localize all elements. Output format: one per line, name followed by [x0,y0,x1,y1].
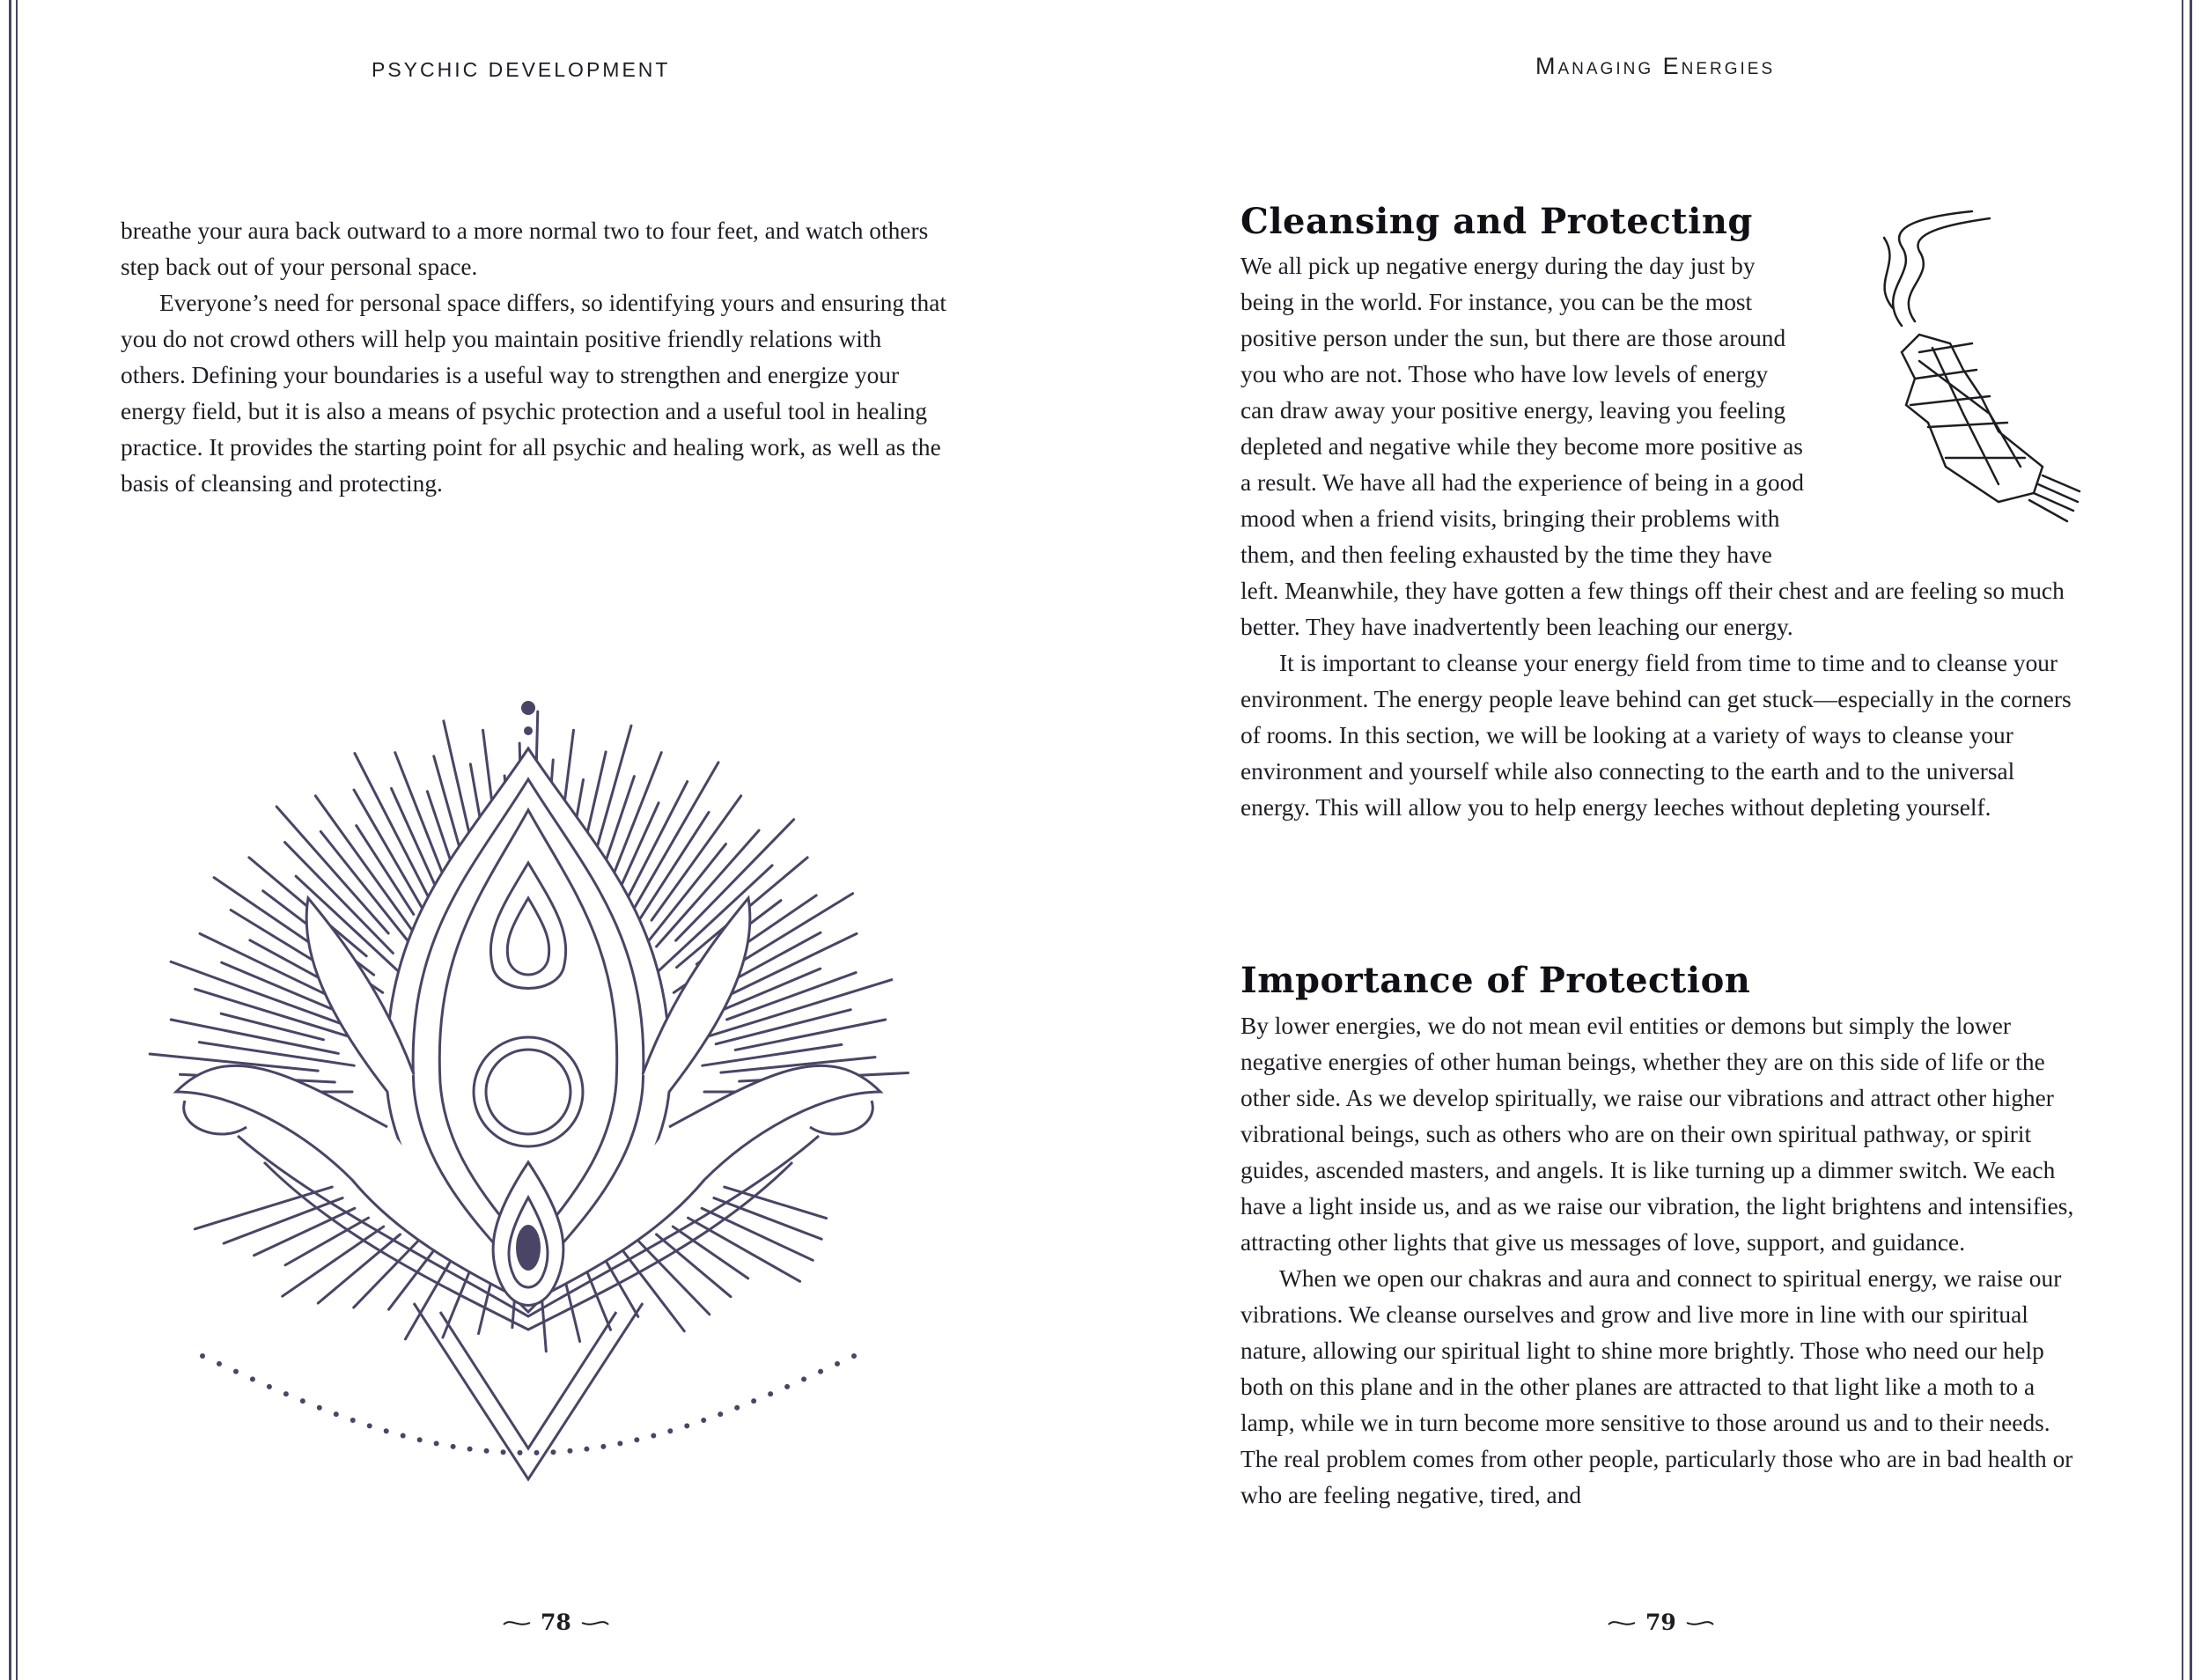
text-line: being in the world. For instance, you can be the most [1240,289,1753,315]
text-line: them, and then feeling exhausted by the time they have [1240,542,1772,568]
section2-body [1240,1008,2077,1514]
page-number-left [502,1610,610,1635]
text-line: depleted and negative while they become more positive as [1240,433,1803,460]
section-heading-cleansing: Cleansing and Protecting [1240,201,1753,242]
mandala-dot [401,1433,406,1439]
mandala-dot [367,1423,372,1428]
right-page [1100,0,2201,1680]
mandala-dot [317,1405,322,1411]
paragraph: When we open our chakras and aura and connect to spiritual energy, we raise our vibrations. We cleanse ourselves and grow and live more in line with our spiritual nature, allowing our spiritual light to shine more brightly. Those who need our help both on this plane and in the other planes are attracted to that light like a moth to a lamp, while we in turn become more sensitive to those around us and to their needs. The real problem comes from other people, particularly those who are in bad health or who are feeling negative, tired, and [1240,1265,2073,1508]
ornament-right-icon [1685,1616,1715,1630]
mandala-dot [534,1450,539,1455]
mandala-ray [673,1227,747,1278]
mandala-ray [725,1187,827,1218]
mandala-ray [357,826,414,915]
mandala-ray [195,1187,332,1229]
running-head-right: Managing Energies [1535,53,1776,79]
text-line: can draw away your positive energy, leaving you feeling [1240,397,1786,424]
text-line: mood when a friend visits, bringing their problems with [1240,505,1780,532]
mandala-dot [267,1384,272,1389]
mandala-dot [784,1384,790,1389]
mandala-ray [315,796,415,935]
mandala-dot [818,1369,823,1374]
mandala-ray [224,1198,342,1244]
mandala-dot [334,1411,339,1417]
mandala-ray [354,1242,418,1308]
mandala-dot [634,1437,639,1442]
page-number-right [1607,1610,1715,1635]
mandala-dot [567,1448,572,1454]
ornament-left-icon [1607,1616,1637,1630]
text-line: We all pick up negative energy during the day just by [1240,253,1756,279]
page-number: 79 [1645,1610,1676,1635]
mandala-dot [651,1433,656,1439]
mandala-dot [768,1391,773,1396]
text-line: you who are not. Those who have low levels of energy [1240,361,1769,387]
mandala-dot [718,1411,723,1417]
paragraph: It is important to cleanse your energy field from time to time and to cleanse your environment. The energy people leave behind can get stuck—especially in the corners of rooms. In this section, we will be looking at a variety of ways to cleanse your environment and yourself while also connecting to the earth and to the universal energy. This will allow you to help energy leeches without depleting yourself. [1240,650,2072,821]
text-line: a result. We have all had the experience of being in a good [1240,469,1804,496]
text-line: positive person under the sun, but there are those around [1240,325,1786,351]
section-heading-importance: Importance of Protection [1240,960,1751,1001]
sage-smudge-stick-illustration [1866,203,2087,537]
mandala-dot [751,1398,756,1404]
mandala-dot [518,1450,523,1455]
mandala-dot [684,1423,689,1428]
mandala-dot [384,1428,389,1433]
running-head-left: PSYCHIC DEVELOPMENT [372,58,671,81]
page-number: 78 [541,1610,571,1635]
mandala-dot [233,1369,239,1374]
ornament-right-icon [580,1616,610,1630]
mandala-dot [617,1441,622,1446]
paragraph: left. Meanwhile, they have gotten a few things off their chest and are feeling so much better. They have inadvertently been leaching our energy. [1240,578,2065,640]
mandala-dot [417,1437,423,1442]
lotus-mandala-illustration [123,634,951,1514]
mandala-dot [550,1449,556,1455]
mandala-dot [283,1391,289,1396]
ornament-left-icon [502,1616,532,1630]
mandala-ray [735,1020,886,1050]
mandala-dot [484,1448,490,1454]
mandala-dot [584,1447,589,1452]
left-page [0,0,1100,1680]
mandala-dot [200,1353,205,1359]
mandala-ray [714,1198,821,1240]
mandala-ray [254,1208,355,1256]
mandala-ray [285,1218,368,1265]
mandala-ray [221,1013,323,1040]
paragraph: By lower energies, we do not mean evil entities or demons but simply the lower negative energies of other human beings, whether they are on this side of life or the other side. As we develop spiritually, we raise our vibrations and attract other higher vibrational beings, such as others who are on their own spiritual pathway, or spirit guides, ascended masters, and angels. It is like turning up a dimmer switch. We each have a light inside us, and as we raise our vibration, the light brightens and intensifies, attracting other lights that give us messages of love, support, and guidance. [1240,1013,2074,1256]
mandala-dot [851,1353,857,1359]
paragraph: Everyone’s need for personal space differs, so identifying yours and ensuring that you do not crowd others will help you maintain positive friendly relations with others. Defining your boundaries is a useful way to strengthen and energize your energy field, but it is also a means of psychic protection and a useful tool in healing practice. It provides the starting point for all psychic and healing work, as well as the basis of cleansing and protecting. [121,290,947,497]
mandala-dot [250,1376,255,1382]
mandala-dot [350,1418,356,1423]
mandala-dot [217,1361,222,1367]
mandala-dot [734,1405,740,1411]
mandala-dot [667,1428,673,1433]
mandala-dot [300,1398,305,1404]
mandala-dot [451,1444,456,1449]
mandala-dot [801,1376,806,1382]
mandala-dot [701,1418,706,1423]
mandala-dot [600,1444,606,1449]
mandala-dot [467,1447,473,1452]
left-body-text [121,213,948,502]
mandala-ray [657,1234,731,1297]
mandala-dot [434,1441,439,1446]
section1-wrapped-text [1240,248,1857,573]
section1-body [1240,573,2072,826]
paragraph: breathe your aura back outward to a more normal two to four feet, and watch others step back out of your personal space. [121,217,929,280]
mandala-dot [835,1361,840,1367]
mandala-dot [501,1449,506,1455]
